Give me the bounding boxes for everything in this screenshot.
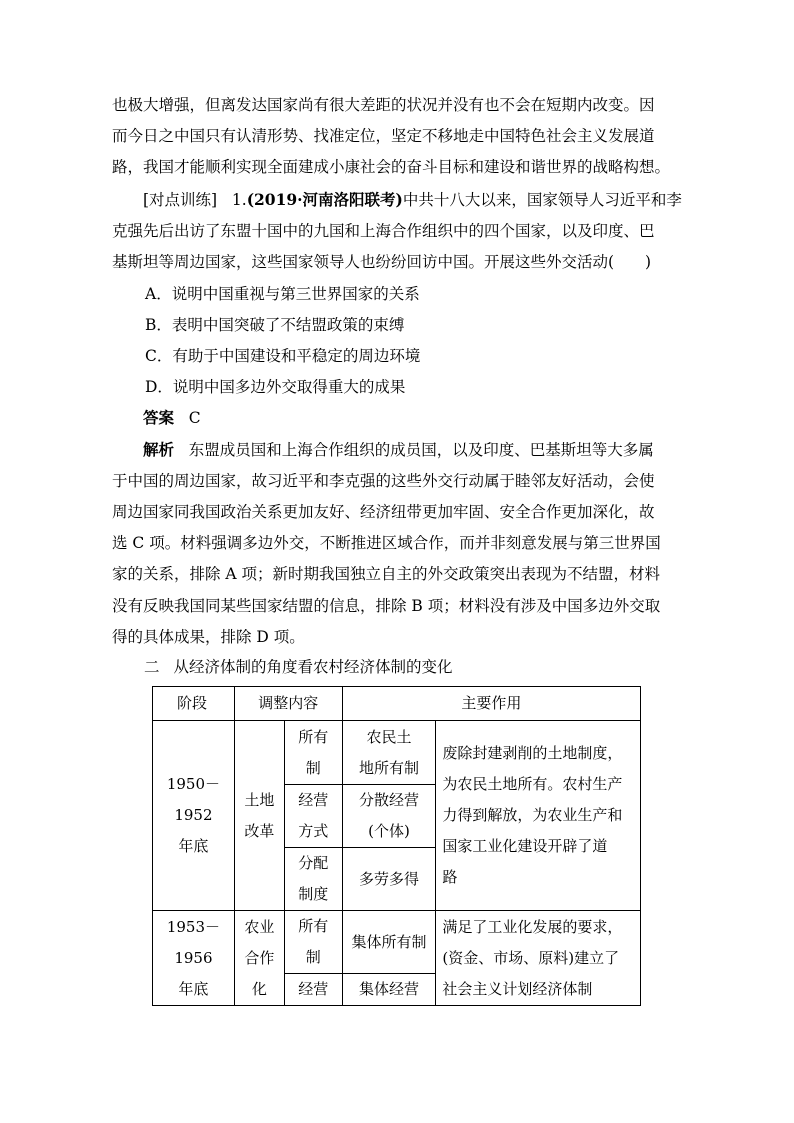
- answer-line: [112, 403, 688, 434]
- table-header-row: [153, 687, 641, 721]
- type-cell: 土地 改革: [234, 721, 284, 911]
- analysis-label: 解析: [143, 440, 175, 459]
- content-cell: 分散经营 (个体): [342, 785, 436, 848]
- text-line: 而今日之中国只有认清形势、找准定位，坚定不移地走中国特色社会主义发展道: [112, 127, 655, 146]
- analysis-line: 得的具体成果，排除 D 项。: [112, 627, 305, 646]
- content-cell: 集体所有制: [342, 911, 436, 974]
- table-row: [153, 911, 641, 974]
- analysis-line-1: [112, 435, 688, 466]
- section-number: 二: [144, 658, 160, 676]
- option-b: B．表明中国突破了不结盟政策的束缚: [145, 315, 405, 334]
- question-text: 中共十八大以来，国家领导人习近平和李: [402, 191, 682, 209]
- option-c: C．有助于中国建设和平稳定的周边环境: [145, 347, 421, 366]
- analysis-text: 东盟成员国和上海合作组织的成员国，以及印度、巴基斯坦等大多属: [188, 440, 654, 459]
- stage-cell: 1950－ 1952 年底: [153, 721, 235, 911]
- header-effect: 主要作用: [342, 687, 640, 721]
- analysis-line: 没有反映我国同某些国家结盟的信息，排除 B 项；材料没有涉及中国多边外交取: [112, 596, 661, 615]
- header-stage: 阶段: [153, 687, 235, 721]
- aspect-cell: 所有 制: [284, 721, 342, 785]
- text-line: 也极大增强，但离发达国家尚有很大差距的状况并没有也不会在短期内改变。因: [112, 96, 655, 114]
- analysis-line: 周边国家同我国政治关系更加友好、经济纽带更加牢固、安全合作更加深化，故: [112, 503, 655, 522]
- aspect-cell: 所有 制: [284, 911, 342, 974]
- answer-label: 答案: [143, 409, 175, 428]
- content-cell: 农民土 地所有制: [342, 721, 436, 785]
- table-row: [153, 721, 641, 785]
- option-a: A．说明中国重视与第三世界国家的关系: [145, 284, 420, 303]
- analysis-line: 选 C 项。材料强调多边外交，不断推进区域合作，而并非刻意发展与第三世界国: [112, 534, 661, 553]
- analysis-line: 于中国的周边国家，故习近平和李克强的这些外交行动属于睦邻友好活动，会使: [112, 471, 655, 490]
- question-block: [112, 184, 688, 653]
- question-line-1: [112, 184, 688, 216]
- content-cell: 集体经营: [342, 974, 436, 1006]
- stage-cell: 1953－ 1956 年底: [153, 911, 235, 1006]
- header-adjustment: 调整内容: [234, 687, 342, 721]
- aspect-cell: 分配 制度: [284, 848, 342, 911]
- question-source: (2019·河南洛阳联考): [246, 190, 403, 209]
- aspect-cell: 经营 方式: [284, 785, 342, 848]
- text-line: 路，我国才能顺利实现全面建成小康社会的奋斗目标和建设和谐世界的战略构想。: [112, 158, 671, 177]
- question-tag: [对点训练]: [143, 191, 218, 209]
- content-cell: 多劳多得: [342, 848, 436, 911]
- effect-cell: 废除封建剥削的土地制度， 为农民土地所有。农村生产 力得到解放，为农业生产和 国家工业化建设开辟了道 路: [436, 721, 641, 911]
- question-line-3: 基斯坦等周边国家，这些国家领导人也纷纷回访中国。开展这些外交活动( ): [112, 253, 652, 272]
- effect-cell: 满足了工业化发展的要求， (资金、市场、原料)建立了 社会主义计划经济体制: [436, 911, 641, 1006]
- section-title: 从经济体制的角度看农村经济体制的变化: [173, 658, 453, 676]
- analysis-line: 家的关系，排除 A 项；新时期我国独立自主的外交政策突出表现为不结盟，材料: [112, 565, 661, 584]
- intro-paragraph: [112, 90, 688, 184]
- answer-value: C: [188, 409, 201, 428]
- economic-system-table: [152, 686, 641, 1006]
- option-d: D．说明中国多边外交取得重大的成果: [145, 378, 406, 397]
- question-line-2: 克强先后出访了东盟十国中的九国和上海合作组织中的四个国家，以及印度、巴: [112, 222, 655, 241]
- type-cell: 农业 合作 化: [234, 911, 284, 1006]
- aspect-cell: 经营: [284, 974, 342, 1006]
- section-heading: [144, 655, 453, 677]
- question-number: 1.: [231, 191, 247, 209]
